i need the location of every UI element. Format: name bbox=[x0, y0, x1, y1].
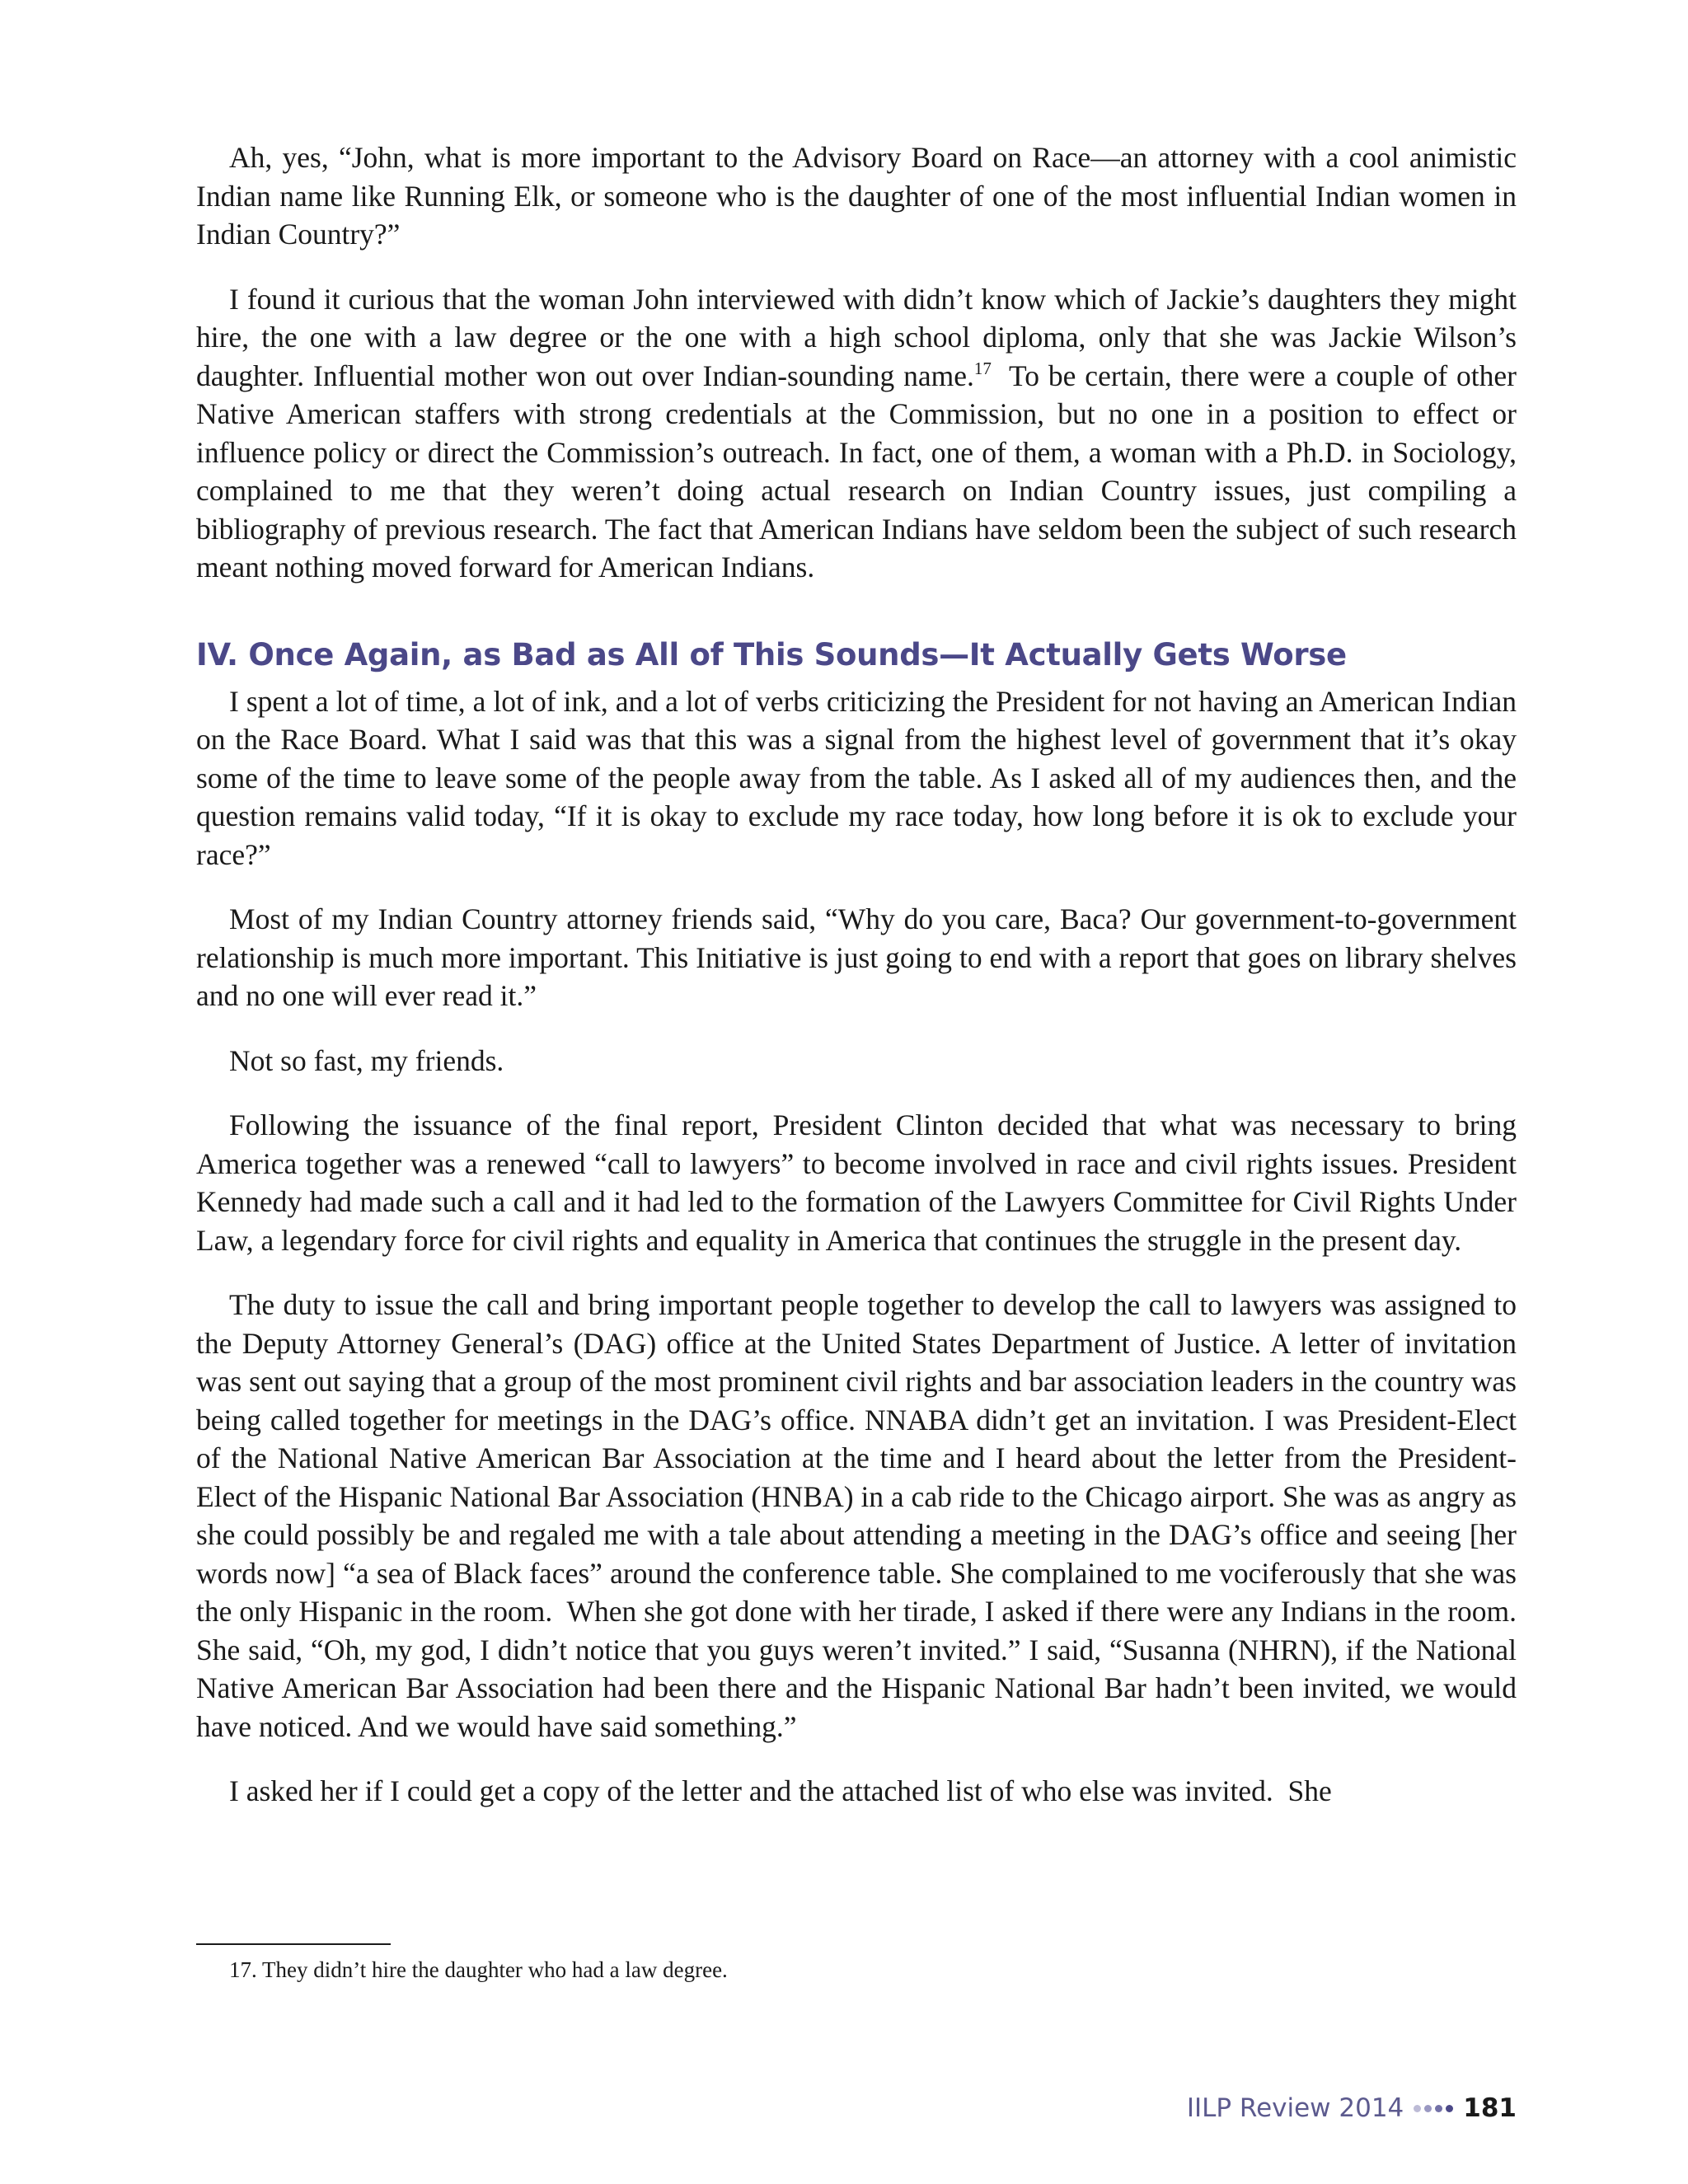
page-number: 181 bbox=[1463, 2093, 1517, 2123]
dot-icon bbox=[1414, 2105, 1421, 2112]
dot-icon bbox=[1424, 2105, 1432, 2112]
body-paragraph: I asked her if I could get a copy of the letter and the attached list of who else was invited. She bbox=[229, 1774, 1332, 1807]
body-paragraph: The duty to issue the call and bring important people together to develop the call to lawyers was assigned to the Deputy Attorney General’s (DAG) office at the United States Department of Justice. A letter of invitation was sent out saying that a group of the most prominent civil rights and bar association leaders in the country was being called together for meetings in the DAG’s office. NNABA didn’t get an invitation. I was President-Elect of the National Native American Bar Association at the time and I heard about the letter from the President-Elect of the Hispanic National Bar Association (HNBA) in a cab ride to the Chicago airport. She was as angry as she could possibly be and regaled me with a tale about attending a meeting in the DAG’s office and seeing [her words now] “a sea of Black faces” around the conference table. She complained to me vociferously that she was the only Hispanic in the room. When she got done with her tirade, I asked if there were any Indians in the room. She said, “Oh, my god, I didn’t notice that you guys weren’t invited.” I said, “Susanna (NHRN), if the National Native American Bar Association had been there and the Hispanic National Bar hadn’t been invited, we would have noticed. And we would have said something.” bbox=[196, 1288, 1517, 1743]
page-footer bbox=[1187, 2092, 1517, 2125]
journal-title: IILP Review 2014 bbox=[1186, 2093, 1404, 2123]
page-body bbox=[196, 138, 1517, 1811]
body-paragraph: Following the issuance of the final report, President Clinton decided that what was necessary to bring America together was a renewed “call to lawyers” to become involved in race and civil rights issues. President Kennedy had made such a call and it had led to the formation of the Lawyers Committee for Civil Rights Under Law, a legendary force for civil rights and equality in America that continues the struggle in the present day. bbox=[196, 1108, 1517, 1257]
decorative-dots-icon bbox=[1414, 2105, 1453, 2112]
paragraph-text: I found it curious that the woman John interviewed with didn’t know which of Jackie’s daughters they might hire, the one with a law degree or the one with a high school diploma, only that she was Jackie Wilson’s daughter. Influential mother won out over Indian-sounding name. bbox=[196, 282, 1517, 392]
body-paragraph: Ah, yes, “John, what is more important to the Advisory Board on Race—an attorney with a cool animistic Indian name like Running Elk, or someone who is the daughter of one of the most influential Indian women in Indian Country?” bbox=[196, 141, 1517, 251]
section-heading: IV. Once Again, as Bad as All of This Sounds—It Actually Gets Worse bbox=[196, 636, 1347, 673]
footnote-divider bbox=[196, 1943, 391, 1945]
paragraph-text: To be certain, there were a couple of other Native American staffers with strong credentials at the Commission, but no one in a position to effect or influence policy or direct the Commission’s outreach. In fact, one of them, a woman with a Ph.D. in Sociology, complained to me that they weren’t doing actual research on Indian Country issues, just compiling a bibliography of previous research. The fact that American Indians have seldom been the subject of such research meant nothing moved forward for American Indians. bbox=[196, 359, 1517, 583]
footnote: 17. They didn’t hire the daughter who had a law degree. bbox=[229, 1957, 728, 1982]
dot-icon bbox=[1446, 2105, 1453, 2112]
dot-icon bbox=[1435, 2105, 1442, 2112]
body-paragraph: Most of my Indian Country attorney friends said, “Why do you care, Baca? Our government-to-government relationship is much more important. This Initiative is just going to end with a report that goes on library shelves and no one will ever read it.” bbox=[196, 902, 1517, 1012]
body-paragraph: I spent a lot of time, a lot of ink, and a lot of verbs criticizing the President for not having an American Indian on the Race Board. What I said was that this was a signal from the highest level of government that it’s okay some of the time to leave some of the people away from the table. As I asked all of my audiences then, and the question remains valid today, “If it is okay to exclude my race today, how long before it is ok to exclude your race?” bbox=[196, 684, 1517, 871]
body-paragraph: Not so fast, my friends. bbox=[229, 1043, 504, 1077]
body-paragraph bbox=[196, 280, 1517, 587]
footnote-reference[interactable]: 17 bbox=[973, 358, 992, 378]
